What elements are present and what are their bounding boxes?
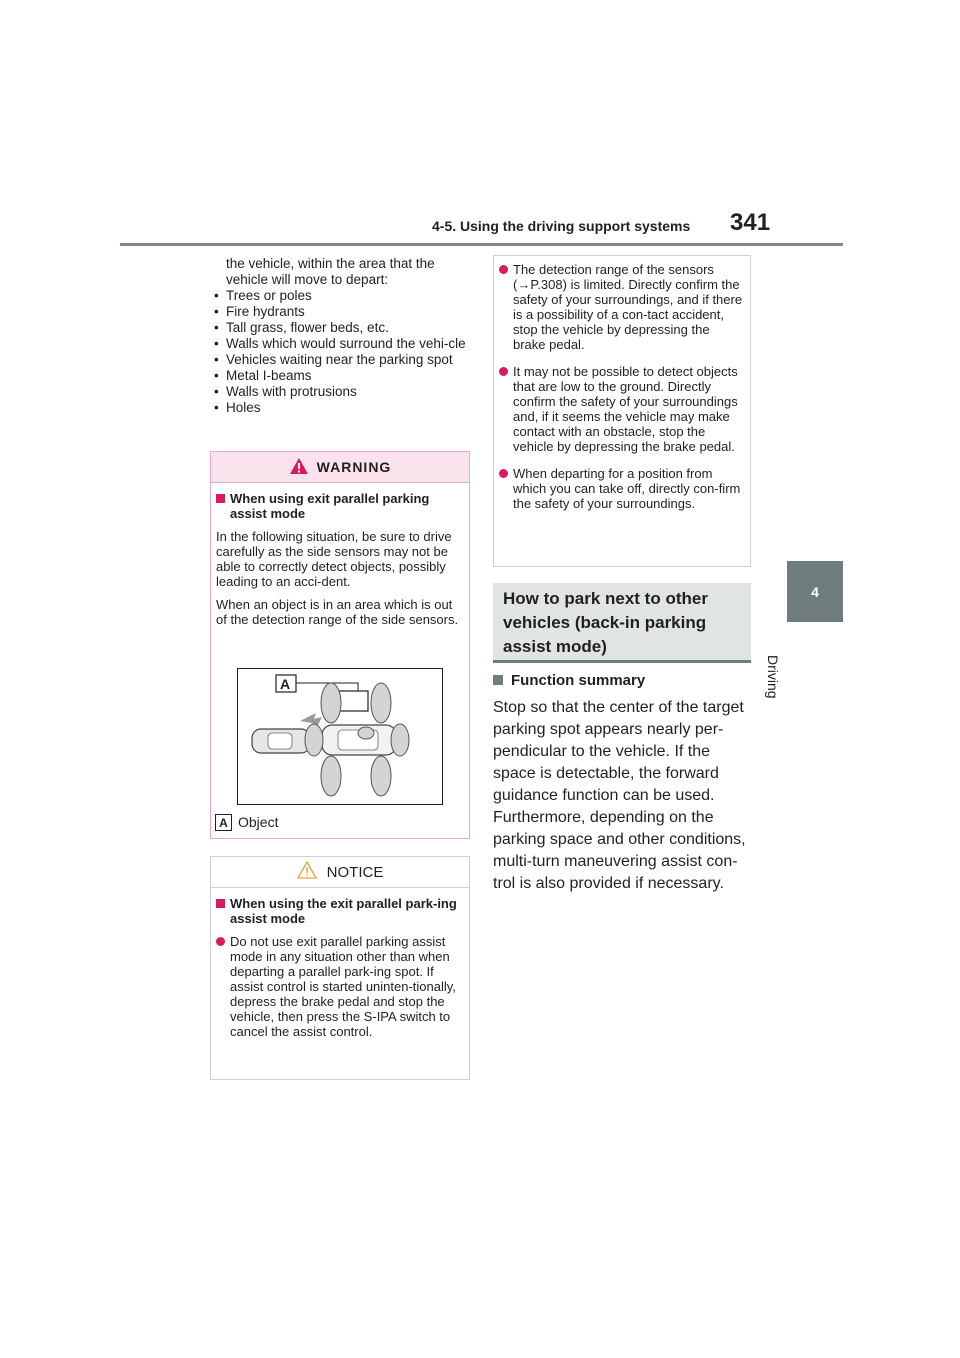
notice-item: Do not use exit parallel parking assist mode in any situation other than when departing a parallel park-ing spot. If assist control is started uninten-tionally, depress the brake pedal and stop the vehicle, then press the S-IPA switch to cancel the assist control. <box>216 934 464 1039</box>
header-rule <box>120 243 843 246</box>
chapter-number: 4 <box>811 583 819 600</box>
chapter-tab <box>787 561 843 622</box>
intro-block <box>214 256 474 416</box>
notice-header <box>211 857 469 888</box>
list-item: • Metal I-beams <box>214 368 474 384</box>
intro-lead: the vehicle, within the area that the vehicle will move to depart: <box>226 256 435 287</box>
list-item: • Walls with protrusions <box>214 384 474 400</box>
notice-title: NOTICE <box>326 863 384 881</box>
list-item: • Fire hydrants <box>214 304 474 320</box>
list-item: • Vehicles waiting near the parking spot <box>214 352 474 368</box>
notice-box <box>210 856 470 1080</box>
sensor-range-figure <box>237 668 443 805</box>
list-item: • Walls which would surround the vehi-cle <box>214 336 474 352</box>
notice-icon <box>297 861 317 883</box>
warning-para: In the following situation, be sure to drive carefully as the side sensors may not be able to correctly detect objects, possibly leading to an acci-dent. <box>216 529 452 589</box>
callout-caption: Object <box>238 814 279 830</box>
chapter-label: Driving <box>765 655 781 699</box>
obstacle-list <box>214 288 474 416</box>
warning-title: WARNING <box>316 459 392 475</box>
notice-heading: When using the exit parallel park-ing assist mode <box>216 896 464 926</box>
list-item: • Tall grass, flower beds, etc. <box>214 320 474 336</box>
info-item: The detection range of the sensors (→P.308) is limited. Directly confirm the safety of your surroundings, and if there is a possibility of a con-tact accident, stop the vehicle by depressing the brake pedal. <box>499 262 745 352</box>
warning-para: When an object is in an area which is out of the detection range of the side sensors. <box>216 597 459 627</box>
info-item: When departing for a position from which you can take off, directly con-firm the safety of your surroundings. <box>499 466 745 511</box>
section-title: 4-5. Using the driving support systems <box>432 218 691 234</box>
warning-heading: When using exit parallel parking assist mode <box>216 491 464 521</box>
page-number: 341 <box>730 209 771 236</box>
subheading-text: Function summary <box>511 672 646 689</box>
list-item: • Holes <box>214 400 474 416</box>
section-heading: How to park next to other vehicles (back-in parking assist mode) <box>493 583 751 663</box>
body-paragraph: Stop so that the center of the target parking spot appears nearly per-pendicular to the vehicle. If the space is detectable, the forward guidance function can be used. Furthermore, depending on the parking space and other conditions, multi-turn maneuvering assist con-trol is also provided if necessary. <box>493 699 746 892</box>
info-box <box>493 255 751 567</box>
info-item: It may not be possible to detect objects that are low to the ground. Directly confirm the safety of your surroundings and, if it seems the vehicle may make contact with an obstacle, stop the vehicle by depressing the brake pedal. <box>499 364 745 454</box>
svg-text:A: A <box>280 676 291 692</box>
list-item: • Trees or poles <box>214 288 474 304</box>
subheading <box>493 672 645 689</box>
square-bullet-icon <box>493 675 503 685</box>
callout-marker: A <box>215 814 232 831</box>
warning-header <box>211 452 469 483</box>
warning-icon <box>289 457 309 478</box>
